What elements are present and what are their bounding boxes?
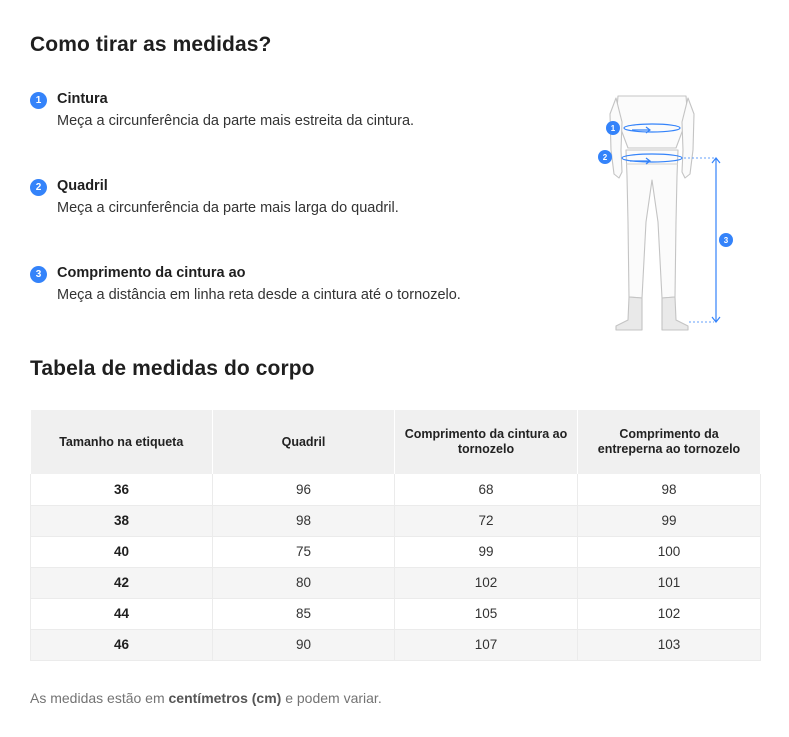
cell-waist-to-ankle: 105	[395, 598, 578, 629]
cell-hip: 80	[213, 567, 395, 598]
cell-waist-to-ankle: 102	[395, 567, 578, 598]
footnote-unit: centímetros (cm)	[168, 690, 282, 706]
cell-hip: 90	[213, 629, 395, 660]
cell-size: 46	[31, 629, 213, 660]
cell-inseam-to-ankle: 100	[578, 536, 761, 567]
table-row	[31, 567, 761, 598]
table-row	[31, 598, 761, 629]
cell-waist-to-ankle: 68	[395, 474, 578, 505]
table-row	[31, 474, 761, 505]
cell-inseam-to-ankle: 103	[578, 629, 761, 660]
cell-hip: 98	[213, 505, 395, 536]
column-header-waist-to-ankle: Comprimento da cintura ao tornozelo	[395, 410, 578, 474]
cell-hip: 75	[213, 536, 395, 567]
cell-size: 40	[31, 536, 213, 567]
footnote-suffix: e podem variar.	[281, 690, 382, 706]
cell-size: 42	[31, 567, 213, 598]
cell-inseam-to-ankle: 98	[578, 474, 761, 505]
how-to-measure-title: Como tirar as medidas?	[30, 33, 272, 56]
step-number-badge: 2	[30, 179, 47, 196]
cell-hip: 85	[213, 598, 395, 629]
column-header-hip: Quadril	[213, 410, 395, 474]
units-footnote	[30, 690, 382, 706]
table-row	[31, 629, 761, 660]
step-number-badge: 1	[30, 92, 47, 109]
svg-text:3: 3	[723, 236, 729, 245]
table-row	[31, 536, 761, 567]
cell-hip: 96	[213, 474, 395, 505]
step-title: Comprimento da cintura ao	[57, 265, 246, 281]
cell-size: 44	[31, 598, 213, 629]
pants-figure-icon	[594, 92, 744, 336]
cell-waist-to-ankle: 107	[395, 629, 578, 660]
column-header-size: Tamanho na etiqueta	[31, 410, 213, 474]
footnote-prefix: As medidas estão em	[30, 690, 169, 706]
table-header-row	[31, 410, 761, 474]
step-title: Quadril	[57, 178, 108, 194]
step-description: Meça a circunferência da parte mais estreita da cintura.	[57, 113, 415, 129]
step-description: Meça a circunferência da parte mais larga do quadril.	[57, 200, 399, 216]
cell-inseam-to-ankle: 102	[578, 598, 761, 629]
step-description: Meça a distância em linha reta desde a cintura até o tornozelo.	[57, 287, 461, 303]
size-table	[30, 410, 760, 661]
svg-text:2: 2	[602, 153, 608, 162]
cell-inseam-to-ankle: 101	[578, 567, 761, 598]
size-table-title: Tabela de medidas do corpo	[30, 357, 315, 380]
cell-waist-to-ankle: 72	[395, 505, 578, 536]
step-title: Cintura	[57, 91, 108, 107]
svg-text:1: 1	[610, 124, 616, 133]
cell-waist-to-ankle: 99	[395, 536, 578, 567]
cell-inseam-to-ankle: 99	[578, 505, 761, 536]
cell-size: 38	[31, 505, 213, 536]
column-header-inseam-to-ankle: Comprimento da entreperna ao tornozelo	[578, 410, 761, 474]
cell-size: 36	[31, 474, 213, 505]
step-number-badge: 3	[30, 266, 47, 283]
table-row	[31, 505, 761, 536]
